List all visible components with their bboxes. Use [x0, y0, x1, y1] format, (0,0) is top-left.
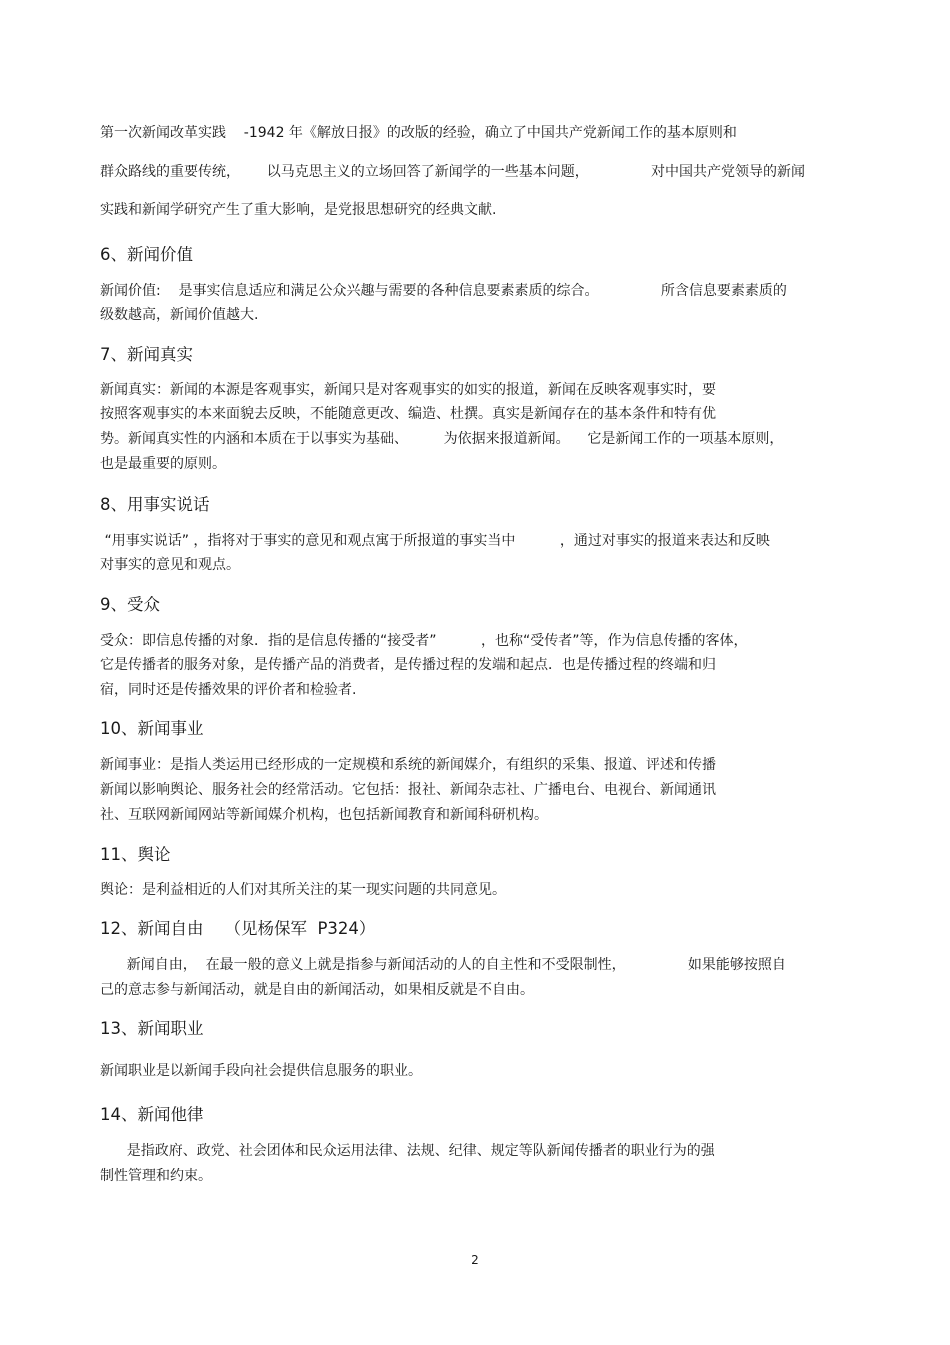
section-10-line-1: 新闻事业：是指人类运用已经形成的一定规模和系统的新闻媒介，有组织的采集、报道、评述和传播 [100, 757, 716, 773]
section-7-line-3: 势。新闻真实性的内涵和本质在于以事实为基础、 为依据来报道新闻。 它是新闻工作的一项基本原则， [100, 431, 784, 447]
section-12-line-2: 己的意志参与新闻活动，就是自由的新闻活动，如果相反就是不自由。 [100, 982, 534, 998]
section-9-line-1: 受众：即信息传播的对象．指的是信息传播的“接受者” ，也称“受传者”等，作为信息传播的客体， [100, 633, 748, 649]
section-12-line-1: 新闻自由， 在最一般的意义上就是指参与新闻活动的人的自主性和不受限制性， 如果能够按照自 [100, 957, 786, 973]
section-7-line-2: 按照客观事实的本来面貌去反映，不能随意更改、编造、杜撰。真实是新闻存在的基本条件和特有优 [100, 406, 716, 422]
section-14-line-1: 是指政府、政党、社会团体和民众运用法律、法规、纪律、规定等队新闻传播者的职业行为的强 [100, 1143, 715, 1159]
section-heading-10: 10、新闻事业 [100, 719, 204, 738]
section-heading-13: 13、新闻职业 [100, 1019, 204, 1038]
section-heading-9: 9、受众 [100, 595, 160, 614]
section-9-line-2: 它是传播者的服务对象，是传播产品的消费者，是传播过程的发端和起点．也是传播过程的终端和归 [100, 657, 716, 673]
section-11-line-1: 舆论：是利益相近的人们对其所关注的某一现实问题的共同意见。 [100, 882, 506, 898]
section-10-line-3: 社、互联网新闻网站等新闻媒介机构，也包括新闻教育和新闻科研机构。 [100, 807, 548, 823]
page-number: 2 [471, 1253, 479, 1267]
section-7-line-1: 新闻真实：新闻的本源是客观事实，新闻只是对客观事实的如实的报道，新闻在反映客观事实时，要 [100, 382, 716, 398]
section-heading-8: 8、用事实说话 [100, 495, 210, 514]
section-14-line-2: 制性管理和约束。 [100, 1168, 212, 1184]
section-heading-7: 7、新闻真实 [100, 345, 193, 364]
intro-line-2: 群众路线的重要传统， 以马克思主义的立场回答了新闻学的一些基本问题， 对中国共产党领导的新闻 [100, 164, 806, 180]
section-13-line-1: 新闻职业是以新闻手段向社会提供信息服务的职业。 [100, 1063, 422, 1079]
section-6-line-2: 级数越高，新闻价值越大. [100, 307, 259, 323]
section-heading-12: 12、新闻自由 （见杨保军 P324） [100, 919, 376, 938]
section-7-line-4: 也是最重要的原则。 [100, 456, 226, 472]
section-9-line-3: 宿，同时还是传播效果的评价者和检验者. [100, 682, 357, 698]
section-heading-14: 14、新闻他律 [100, 1105, 204, 1124]
section-6-line-1: 新闻价值: 是事实信息适应和满足公众兴趣与需要的各种信息要素素质的综合。 所含信息要素素质的 [100, 283, 787, 299]
section-heading-11: 11、舆论 [100, 845, 171, 864]
section-heading-6: 6、新闻价值 [100, 245, 193, 264]
section-10-line-2: 新闻以影响舆论、服务社会的经常活动。它包括：报社、新闻杂志社、广播电台、电视台、新闻通讯 [100, 782, 716, 798]
section-8-line-2: 对事实的意见和观点。 [100, 557, 240, 573]
section-8-line-1: “用事实说话” ，指将对于事实的意见和观点寓于所报道的事实当中 ，通过对事实的报道来表达和反映 [100, 533, 770, 549]
intro-line-3: 实践和新闻学研究产生了重大影响，是党报思想研究的经典文献. [100, 202, 497, 218]
intro-line-1: 第一次新闻改革实践 -1942 年《解放日报》的改版的经验，确立了中国共产党新闻工作的基本原则和 [100, 125, 737, 141]
